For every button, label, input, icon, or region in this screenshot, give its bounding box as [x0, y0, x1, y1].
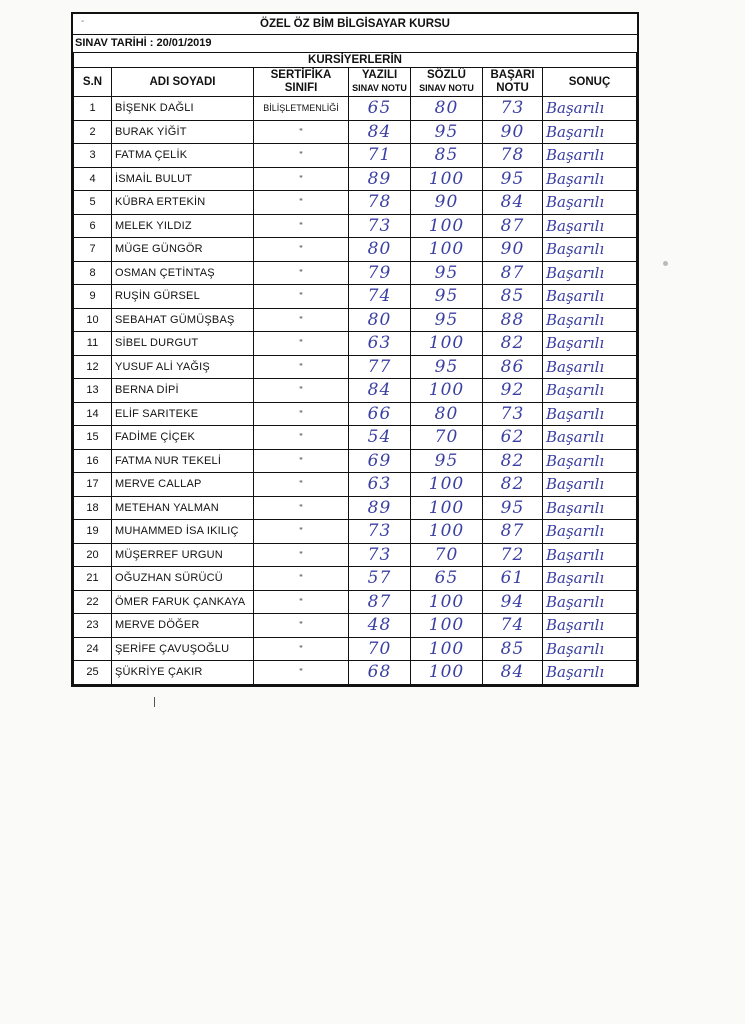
cell-success-score: 85: [483, 637, 543, 661]
table-row: [74, 449, 637, 473]
cell-oral-score: 100: [411, 614, 483, 638]
cell-sn: 20: [74, 543, 112, 567]
cell-name: MÜŞERREF URGUN: [112, 543, 254, 567]
cell-success-score: 82: [483, 449, 543, 473]
cell-oral-score: 100: [411, 496, 483, 520]
cell-success-score: 95: [483, 496, 543, 520]
pen-mark: [154, 697, 155, 707]
col-cert-l1: SERTİFİKA: [270, 69, 332, 81]
cell-oral-score: 70: [411, 543, 483, 567]
cell-certificate: ": [254, 261, 349, 285]
table-row: [74, 355, 637, 379]
table-row: [74, 661, 637, 685]
cell-result: Başarılı: [543, 637, 637, 661]
cell-certificate: ": [254, 614, 349, 638]
cell-certificate: ": [254, 120, 349, 144]
cell-sn: 15: [74, 426, 112, 450]
cell-sn: 19: [74, 520, 112, 544]
cell-result: Başarılı: [543, 661, 637, 685]
cell-sn: 9: [74, 285, 112, 309]
cell-name: SEBAHAT GÜMÜŞBAŞ: [112, 308, 254, 332]
cell-result: Başarılı: [543, 214, 637, 238]
cell-sn: 17: [74, 473, 112, 497]
cell-success-score: 82: [483, 332, 543, 356]
cell-certificate: ": [254, 473, 349, 497]
table-row: [74, 473, 637, 497]
title-row: [73, 14, 637, 35]
cell-sn: 22: [74, 590, 112, 614]
cell-sn: 2: [74, 120, 112, 144]
cell-oral-score: 100: [411, 379, 483, 403]
cell-success-score: 88: [483, 308, 543, 332]
cell-oral-score: 95: [411, 285, 483, 309]
cell-result: Başarılı: [543, 261, 637, 285]
cell-sn: 13: [74, 379, 112, 403]
cell-result: Başarılı: [543, 590, 637, 614]
cell-oral-score: 95: [411, 308, 483, 332]
col-name: ADI SOYADI: [112, 68, 254, 97]
table-row: [74, 308, 637, 332]
cell-success-score: 73: [483, 402, 543, 426]
cell-name: OĞUZHAN SÜRÜCÜ: [112, 567, 254, 591]
cell-result: Başarılı: [543, 567, 637, 591]
cell-sn: 12: [74, 355, 112, 379]
table-row: [74, 614, 637, 638]
cell-name: FATMA ÇELİK: [112, 144, 254, 168]
table-row: [74, 496, 637, 520]
cell-written-score: 74: [349, 285, 411, 309]
cell-certificate: ": [254, 426, 349, 450]
cell-sn: 21: [74, 567, 112, 591]
cell-name: MERVE CALLAP: [112, 473, 254, 497]
cell-result: Başarılı: [543, 520, 637, 544]
cell-certificate: ": [254, 214, 349, 238]
cell-sn: 4: [74, 167, 112, 191]
cell-sn: 23: [74, 614, 112, 638]
col-success-l1: BAŞARI: [490, 69, 535, 81]
cell-oral-score: 80: [411, 402, 483, 426]
cell-success-score: 90: [483, 238, 543, 262]
cell-written-score: 57: [349, 567, 411, 591]
cell-certificate: ": [254, 661, 349, 685]
cell-oral-score: 95: [411, 261, 483, 285]
table-body: [74, 97, 637, 685]
col-written-l1: YAZILI: [361, 69, 398, 81]
cell-written-score: 66: [349, 402, 411, 426]
cell-written-score: 65: [349, 97, 411, 121]
cell-sn: 16: [74, 449, 112, 473]
col-certificate: [254, 68, 349, 97]
cell-result: Başarılı: [543, 285, 637, 309]
cell-certificate: ": [254, 543, 349, 567]
cell-oral-score: 100: [411, 332, 483, 356]
corner-mark: -: [81, 16, 85, 27]
cell-success-score: 82: [483, 473, 543, 497]
cell-name: FATMA NUR TEKELİ: [112, 449, 254, 473]
cell-name: YUSUF ALİ YAĞIŞ: [112, 355, 254, 379]
cell-written-score: 84: [349, 120, 411, 144]
cell-success-score: 74: [483, 614, 543, 638]
cell-success-score: 84: [483, 191, 543, 215]
cell-name: OSMAN ÇETİNTAŞ: [112, 261, 254, 285]
cell-sn: 5: [74, 191, 112, 215]
cell-written-score: 73: [349, 214, 411, 238]
cell-name: ÖMER FARUK ÇANKAYA: [112, 590, 254, 614]
cell-sn: 6: [74, 214, 112, 238]
cell-result: Başarılı: [543, 308, 637, 332]
cell-oral-score: 95: [411, 449, 483, 473]
page-title: ÖZEL ÖZ BİM BİLGİSAYAR KURSU: [260, 18, 450, 30]
cell-result: Başarılı: [543, 144, 637, 168]
cell-written-score: 73: [349, 543, 411, 567]
cell-sn: 3: [74, 144, 112, 168]
column-header-row: [74, 68, 637, 97]
cell-oral-score: 100: [411, 520, 483, 544]
cell-success-score: 73: [483, 97, 543, 121]
table-row: [74, 332, 637, 356]
cell-sn: 24: [74, 637, 112, 661]
cell-name: MELEK YILDIZ: [112, 214, 254, 238]
cell-name: ŞERİFE ÇAVUŞOĞLU: [112, 637, 254, 661]
table-row: [74, 167, 637, 191]
cell-written-score: 77: [349, 355, 411, 379]
cell-success-score: 87: [483, 261, 543, 285]
cell-result: Başarılı: [543, 167, 637, 191]
col-written: [349, 68, 411, 97]
col-written-l2: SINAV NOTU: [352, 83, 407, 93]
cell-name: İSMAİL BULUT: [112, 167, 254, 191]
cell-result: Başarılı: [543, 238, 637, 262]
cell-certificate: ": [254, 285, 349, 309]
cell-written-score: 80: [349, 238, 411, 262]
table-row: [74, 567, 637, 591]
cell-certificate: ": [254, 167, 349, 191]
cell-oral-score: 100: [411, 238, 483, 262]
table-row: [74, 285, 637, 309]
cell-result: Başarılı: [543, 614, 637, 638]
col-success-l2: NOTU: [496, 82, 529, 94]
table-row: [74, 261, 637, 285]
group-label: KURSİYERLERİN: [74, 53, 637, 68]
cell-success-score: 62: [483, 426, 543, 450]
table-row: [74, 191, 637, 215]
cell-success-score: 86: [483, 355, 543, 379]
cell-oral-score: 100: [411, 167, 483, 191]
col-success: [483, 68, 543, 97]
cell-written-score: 89: [349, 167, 411, 191]
cell-certificate: ": [254, 402, 349, 426]
col-cert-l2: SINIFI: [284, 82, 318, 94]
cell-certificate: ": [254, 449, 349, 473]
cell-oral-score: 80: [411, 97, 483, 121]
col-oral-l2: SINAV NOTU: [419, 83, 474, 93]
cell-result: Başarılı: [543, 473, 637, 497]
results-table: [73, 53, 637, 685]
cell-certificate: ": [254, 355, 349, 379]
cell-sn: 8: [74, 261, 112, 285]
table-row: [74, 520, 637, 544]
cell-sn: 7: [74, 238, 112, 262]
cell-oral-score: 100: [411, 637, 483, 661]
cell-name: BURAK YİĞİT: [112, 120, 254, 144]
cell-success-score: 94: [483, 590, 543, 614]
cell-sn: 18: [74, 496, 112, 520]
cell-result: Başarılı: [543, 355, 637, 379]
cell-written-score: 63: [349, 332, 411, 356]
cell-written-score: 80: [349, 308, 411, 332]
cell-written-score: 71: [349, 144, 411, 168]
table-row: [74, 426, 637, 450]
cell-name: ŞÜKRİYE ÇAKIR: [112, 661, 254, 685]
cell-success-score: 87: [483, 214, 543, 238]
cell-certificate: ": [254, 496, 349, 520]
cell-written-score: 70: [349, 637, 411, 661]
cell-certificate: BİLİŞLETMENLİĞİ: [254, 97, 349, 121]
cell-success-score: 92: [483, 379, 543, 403]
cell-certificate: ": [254, 379, 349, 403]
cell-written-score: 48: [349, 614, 411, 638]
cell-success-score: 95: [483, 167, 543, 191]
cell-written-score: 89: [349, 496, 411, 520]
cell-certificate: ": [254, 590, 349, 614]
cell-written-score: 69: [349, 449, 411, 473]
cell-written-score: 73: [349, 520, 411, 544]
cell-oral-score: 95: [411, 120, 483, 144]
cell-name: BERNA DİPİ: [112, 379, 254, 403]
cell-name: FADİME ÇİÇEK: [112, 426, 254, 450]
col-result: SONUÇ: [543, 68, 637, 97]
cell-sn: 10: [74, 308, 112, 332]
scan-speck: [663, 261, 668, 266]
cell-result: Başarılı: [543, 426, 637, 450]
cell-written-score: 54: [349, 426, 411, 450]
cell-certificate: ": [254, 191, 349, 215]
cell-result: Başarılı: [543, 496, 637, 520]
cell-sn: 11: [74, 332, 112, 356]
cell-name: ELİF SARITEKE: [112, 402, 254, 426]
cell-name: KÜBRA ERTEKİN: [112, 191, 254, 215]
cell-oral-score: 100: [411, 214, 483, 238]
cell-success-score: 85: [483, 285, 543, 309]
cell-result: Başarılı: [543, 402, 637, 426]
cell-success-score: 87: [483, 520, 543, 544]
cell-result: Başarılı: [543, 332, 637, 356]
cell-certificate: ": [254, 637, 349, 661]
table-row: [74, 214, 637, 238]
cell-written-score: 78: [349, 191, 411, 215]
cell-result: Başarılı: [543, 97, 637, 121]
cell-result: Başarılı: [543, 379, 637, 403]
table-row: [74, 144, 637, 168]
cell-oral-score: 95: [411, 355, 483, 379]
cell-written-score: 68: [349, 661, 411, 685]
col-oral-l1: SÖZLÜ: [427, 69, 466, 81]
cell-name: METEHAN YALMAN: [112, 496, 254, 520]
cell-oral-score: 90: [411, 191, 483, 215]
cell-certificate: ": [254, 520, 349, 544]
table-row: [74, 543, 637, 567]
cell-written-score: 63: [349, 473, 411, 497]
cell-certificate: ": [254, 308, 349, 332]
cell-name: SİBEL DURGUT: [112, 332, 254, 356]
cell-name: MERVE DÖĞER: [112, 614, 254, 638]
cell-sn: 1: [74, 97, 112, 121]
cell-oral-score: 70: [411, 426, 483, 450]
cell-result: Başarılı: [543, 191, 637, 215]
cell-oral-score: 65: [411, 567, 483, 591]
cell-written-score: 84: [349, 379, 411, 403]
cell-success-score: 84: [483, 661, 543, 685]
cell-result: Başarılı: [543, 449, 637, 473]
group-header-row: [74, 53, 637, 68]
cell-name: MUHAMMED İSA IKILIÇ: [112, 520, 254, 544]
cell-oral-score: 100: [411, 590, 483, 614]
exam-date: SINAV TARİHİ : 20/01/2019: [73, 35, 637, 53]
cell-sn: 14: [74, 402, 112, 426]
cell-oral-score: 100: [411, 661, 483, 685]
cell-certificate: ": [254, 567, 349, 591]
cell-certificate: ": [254, 144, 349, 168]
cell-success-score: 72: [483, 543, 543, 567]
col-sn: S.N: [74, 68, 112, 97]
table-row: [74, 238, 637, 262]
cell-certificate: ": [254, 238, 349, 262]
table-row: [74, 590, 637, 614]
table-row: [74, 379, 637, 403]
table-row: [74, 402, 637, 426]
cell-success-score: 90: [483, 120, 543, 144]
results-sheet: [71, 12, 639, 687]
cell-name: MÜGE GÜNGÖR: [112, 238, 254, 262]
cell-result: Başarılı: [543, 120, 637, 144]
cell-sn: 25: [74, 661, 112, 685]
cell-name: BİŞENK DAĞLI: [112, 97, 254, 121]
cell-oral-score: 100: [411, 473, 483, 497]
cell-result: Başarılı: [543, 543, 637, 567]
table-row: [74, 120, 637, 144]
col-oral: [411, 68, 483, 97]
cell-written-score: 79: [349, 261, 411, 285]
table-row: [74, 97, 637, 121]
cell-success-score: 61: [483, 567, 543, 591]
cell-success-score: 78: [483, 144, 543, 168]
cell-name: RUŞİN GÜRSEL: [112, 285, 254, 309]
cell-oral-score: 85: [411, 144, 483, 168]
cell-certificate: ": [254, 332, 349, 356]
table-row: [74, 637, 637, 661]
cell-written-score: 87: [349, 590, 411, 614]
